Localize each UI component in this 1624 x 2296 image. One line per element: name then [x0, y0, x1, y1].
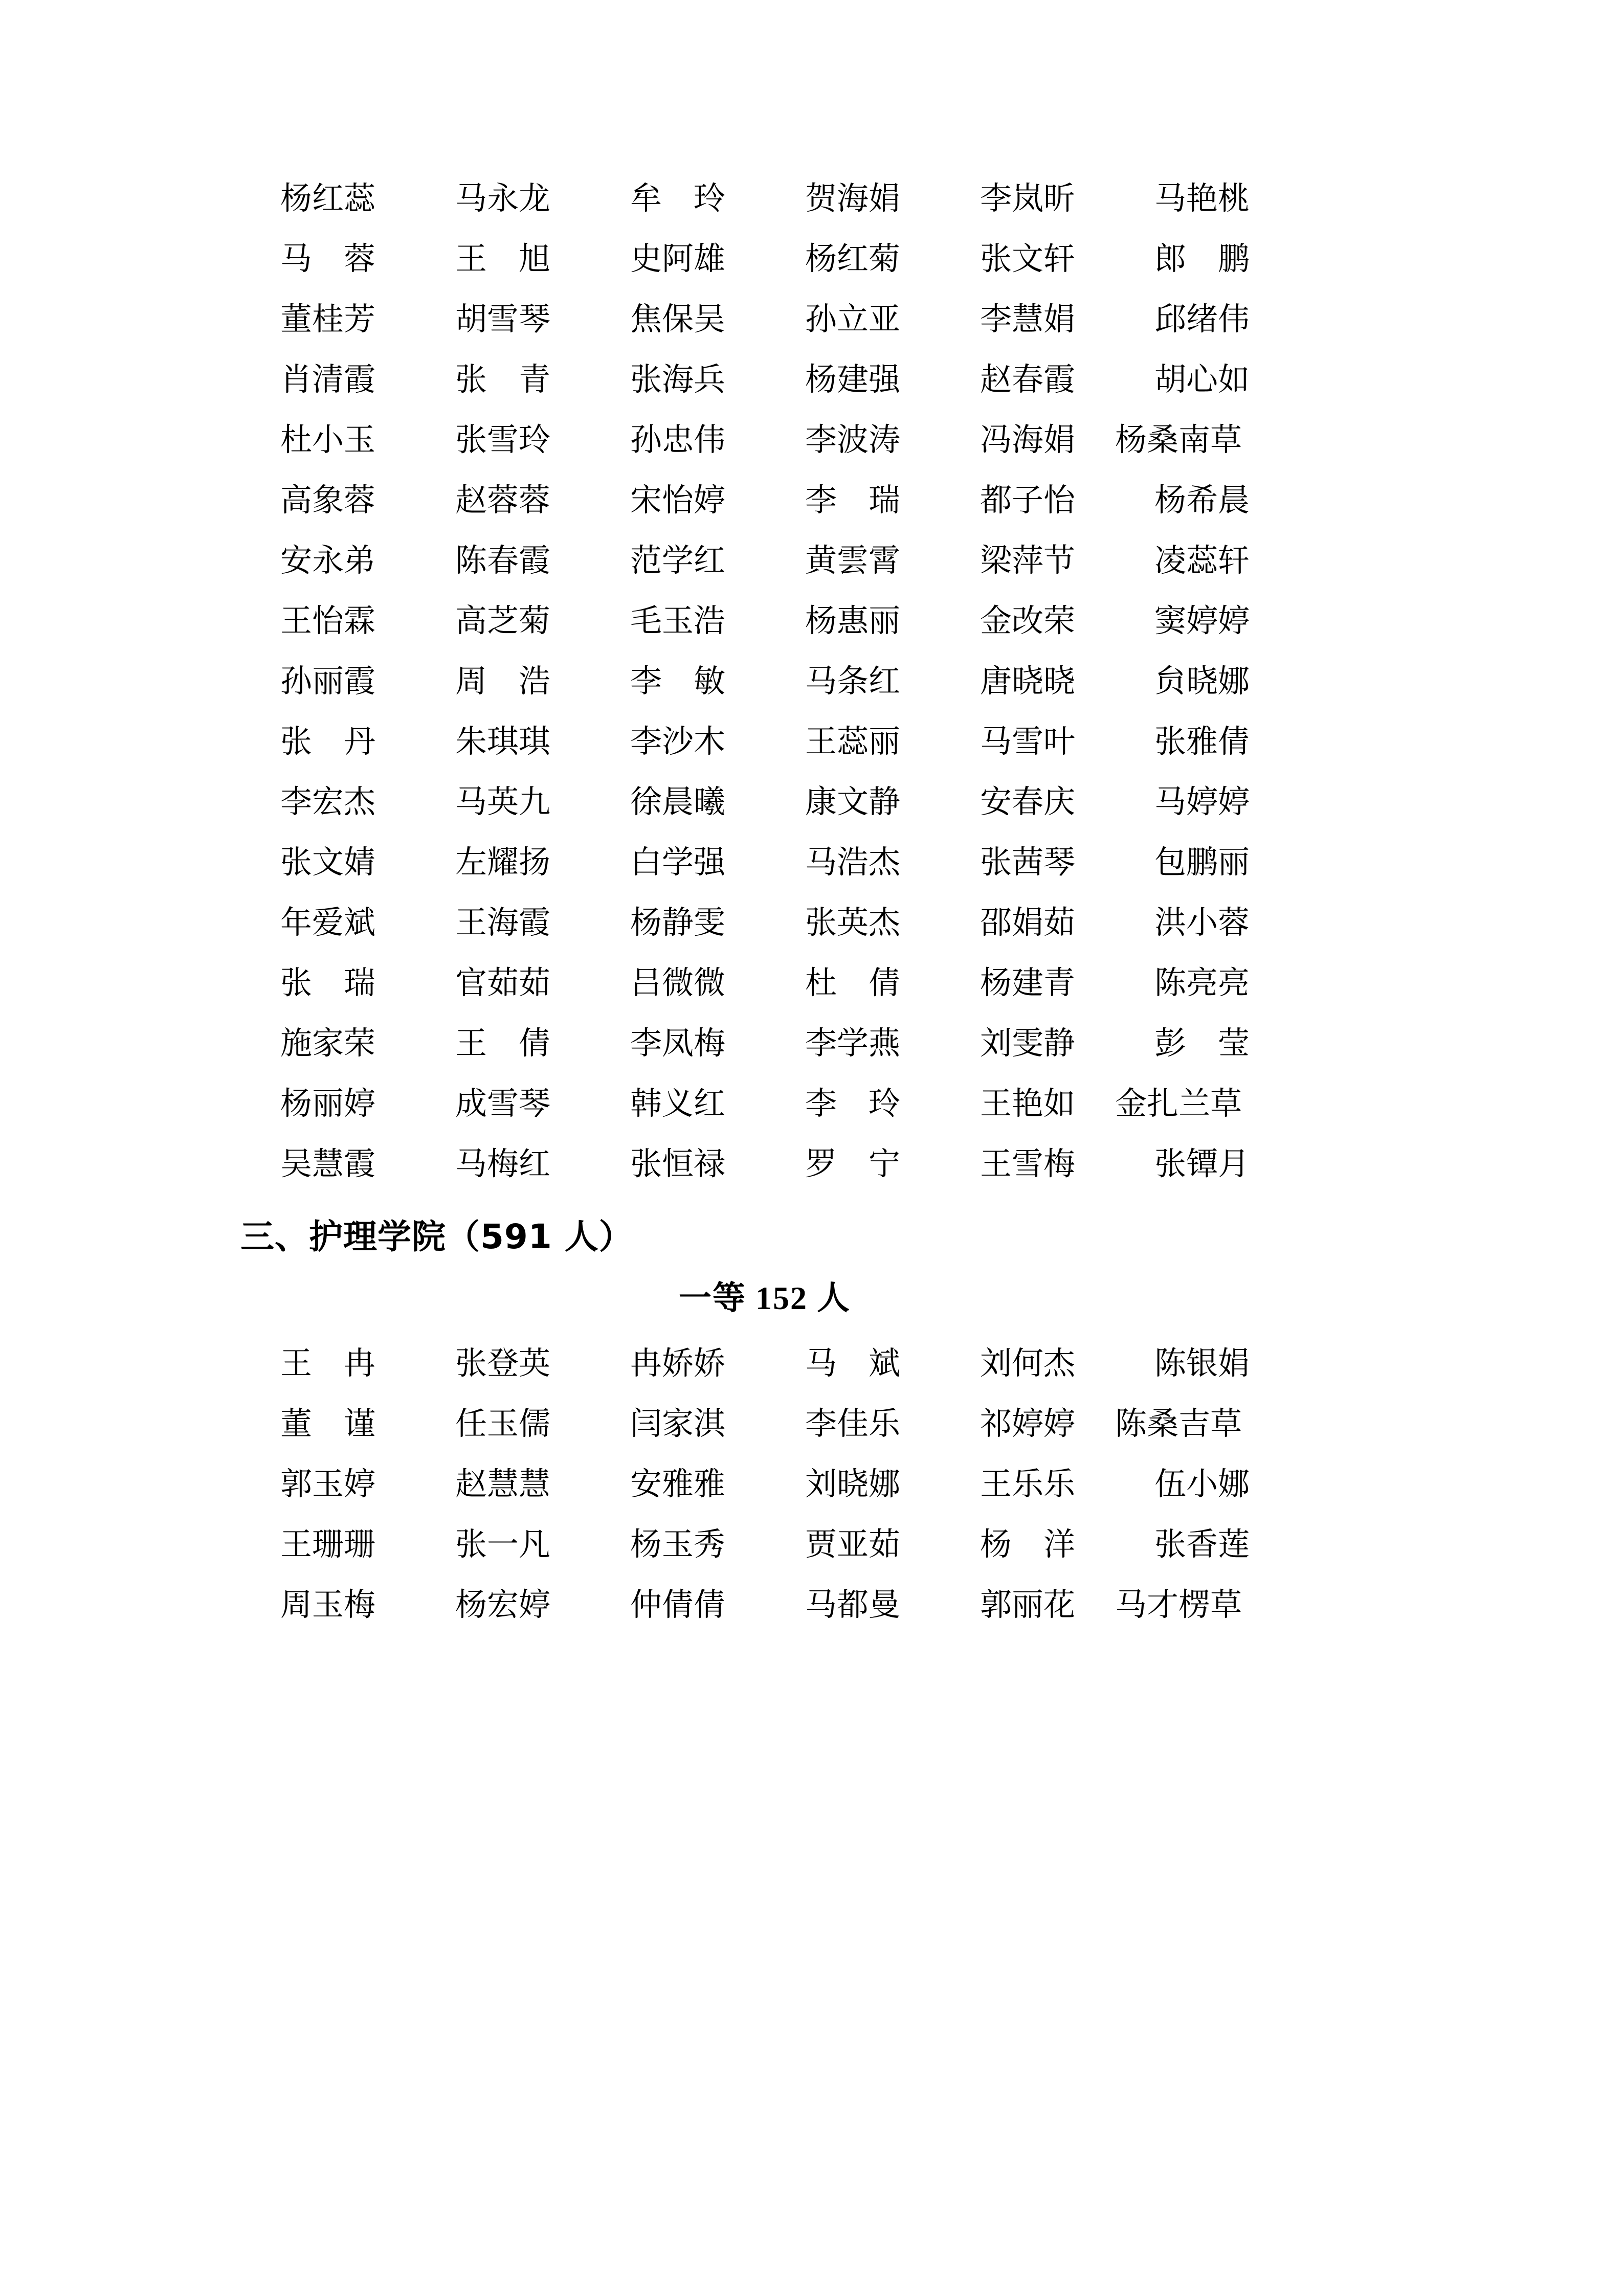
name-cell: 张镡月 [1154, 1147, 1250, 1182]
name-cell: 李波涛 [805, 423, 900, 458]
name-cell: 张茜琴 [980, 845, 1075, 880]
name-cell: 仲倩倩 [630, 1588, 725, 1623]
table-row [240, 651, 1289, 712]
name-cell: 李 玲 [805, 1087, 900, 1121]
name-cell: 李岚昕 [980, 182, 1075, 216]
name-cell: 李宏杰 [280, 785, 375, 820]
name-cell: 陈春霞 [455, 544, 550, 578]
rank-heading-first-class: 一等 152 人 [679, 1280, 851, 1316]
table-row [240, 591, 1289, 651]
name-cell: 高象蓉 [280, 483, 375, 518]
name-cell: 张 瑞 [280, 966, 375, 1001]
name-cell: 李佳乐 [805, 1407, 900, 1442]
name-cell: 冯海娟 [980, 423, 1075, 458]
name-cell: 张英杰 [805, 906, 900, 940]
name-cell: 杨宏婷 [455, 1588, 550, 1623]
name-cell: 刘雯静 [980, 1026, 1075, 1061]
name-cell: 郎 鹏 [1154, 242, 1250, 277]
name-cell: 罗 宁 [805, 1147, 900, 1182]
name-cell: 杨 洋 [980, 1527, 1075, 1562]
name-cell: 杨丽婷 [280, 1087, 375, 1121]
name-cell: 宋怡婷 [630, 483, 725, 518]
name-cell: 左耀扬 [455, 845, 550, 880]
name-cell: 董桂芳 [280, 302, 375, 337]
name-cell: 陈亮亮 [1154, 966, 1250, 1001]
name-cell: 杨静雯 [630, 906, 725, 940]
name-cell: 金改荣 [980, 604, 1075, 639]
name-cell: 马艳桃 [1154, 182, 1250, 216]
name-cell: 毛玉浩 [630, 604, 725, 639]
name-cell: 安雅雅 [630, 1467, 725, 1502]
name-cell: 马条红 [805, 664, 900, 699]
table-row [240, 772, 1289, 832]
name-cell: 朱琪琪 [455, 725, 550, 759]
name-cell: 史阿雄 [630, 242, 725, 277]
name-cell: 胡心如 [1154, 363, 1250, 397]
name-cell: 范学红 [630, 544, 725, 578]
table-row [240, 712, 1289, 772]
name-cell: 施家荣 [280, 1026, 375, 1061]
name-cell: 王蕊丽 [805, 725, 900, 759]
name-cell: 康文静 [805, 785, 900, 820]
name-list-block-top [240, 169, 1471, 1195]
table-row [240, 289, 1289, 350]
table-row [240, 169, 1289, 229]
table-row [240, 1575, 1289, 1635]
table-row [240, 1074, 1289, 1134]
table-row [240, 953, 1289, 1014]
name-cell: 肖清霞 [280, 363, 375, 397]
name-table-top [240, 169, 1289, 1195]
name-cell: 梁萍节 [980, 544, 1075, 578]
name-cell: 张 青 [455, 363, 550, 397]
name-cell: 王雪梅 [980, 1147, 1075, 1182]
table-row [240, 410, 1289, 470]
name-cell: 孙忠伟 [630, 423, 725, 458]
name-cell: 闫家淇 [630, 1407, 725, 1442]
name-cell: 张海兵 [630, 363, 725, 397]
table-row [240, 1014, 1289, 1074]
name-cell: 任玉儒 [455, 1407, 550, 1442]
name-cell: 洪小蓉 [1154, 906, 1250, 940]
table-row [240, 229, 1289, 289]
name-cell: 杨玉秀 [630, 1527, 725, 1562]
name-cell: 赵春霞 [980, 363, 1075, 397]
name-cell: 贠晓娜 [1154, 664, 1250, 699]
name-cell: 杨桑南草 [1115, 423, 1242, 458]
name-cell: 马婷婷 [1154, 785, 1250, 820]
name-table-bottom [240, 1334, 1289, 1635]
table-row [240, 350, 1289, 410]
name-cell: 王 倩 [455, 1026, 550, 1061]
table-row [240, 1134, 1289, 1195]
name-cell: 杨建强 [805, 363, 900, 397]
name-cell: 张香莲 [1154, 1527, 1250, 1562]
table-row [240, 832, 1289, 893]
name-cell: 张登英 [455, 1346, 550, 1381]
name-cell: 焦保吴 [630, 302, 725, 337]
name-cell: 王 冉 [280, 1346, 375, 1381]
table-row [240, 893, 1289, 953]
name-cell: 马才楞草 [1115, 1588, 1242, 1623]
name-cell: 牟 玲 [630, 182, 725, 216]
name-cell: 都子怡 [980, 483, 1075, 518]
name-cell: 李凤梅 [630, 1026, 725, 1061]
name-cell: 杨红菊 [805, 242, 900, 277]
name-cell: 官茹茹 [455, 966, 550, 1001]
name-cell: 窦婷婷 [1154, 604, 1250, 639]
name-cell: 杨建青 [980, 966, 1075, 1001]
name-cell: 郭玉婷 [280, 1467, 375, 1502]
name-cell: 祁婷婷 [980, 1407, 1075, 1442]
name-cell: 伍小娜 [1154, 1467, 1250, 1502]
table-row [240, 470, 1289, 531]
name-cell: 刘何杰 [980, 1346, 1075, 1381]
name-cell: 董 谨 [280, 1407, 375, 1442]
name-cell: 杨红蕊 [280, 182, 375, 216]
name-cell: 王艳如 [980, 1087, 1075, 1121]
name-cell: 王珊珊 [280, 1527, 375, 1562]
name-cell: 凌蕊轩 [1154, 544, 1250, 578]
name-cell: 张恒禄 [630, 1147, 725, 1182]
name-cell: 杜 倩 [805, 966, 900, 1001]
table-row [240, 531, 1289, 591]
name-cell: 马永龙 [455, 182, 550, 216]
name-cell: 包鹏丽 [1154, 845, 1250, 880]
name-cell: 韩义红 [630, 1087, 725, 1121]
name-cell: 黄雲霄 [805, 544, 900, 578]
table-row [240, 1515, 1289, 1575]
name-cell: 成雪琴 [455, 1087, 550, 1121]
table-row [240, 1394, 1289, 1454]
name-cell: 张文婧 [280, 845, 375, 880]
name-list-block-bottom [240, 1334, 1471, 1635]
name-cell: 张雅倩 [1154, 725, 1250, 759]
name-cell: 冉娇娇 [630, 1346, 725, 1381]
name-cell: 张一凡 [455, 1527, 550, 1562]
name-cell: 孙丽霞 [280, 664, 375, 699]
name-cell: 高芝菊 [455, 604, 550, 639]
name-cell: 杨惠丽 [805, 604, 900, 639]
name-cell: 金扎兰草 [1115, 1087, 1242, 1121]
name-cell: 刘晓娜 [805, 1467, 900, 1502]
name-cell: 年爱斌 [280, 906, 375, 940]
name-cell: 王海霞 [455, 906, 550, 940]
name-cell: 张 丹 [280, 725, 375, 759]
name-cell: 吕微微 [630, 966, 725, 1001]
name-cell: 周玉梅 [280, 1588, 375, 1623]
name-cell: 彭 莹 [1154, 1026, 1250, 1061]
name-cell: 马雪叶 [980, 725, 1075, 759]
name-cell: 王 旭 [455, 242, 550, 277]
name-cell: 李 敏 [630, 664, 725, 699]
name-cell: 贺海娟 [805, 182, 900, 216]
name-cell: 马梅红 [455, 1147, 550, 1182]
name-cell: 马 蓉 [280, 242, 375, 277]
name-cell: 李沙木 [630, 725, 725, 759]
name-cell: 胡雪琴 [455, 302, 550, 337]
name-cell: 李慧娟 [980, 302, 1075, 337]
name-cell: 吴慧霞 [280, 1147, 375, 1182]
name-cell: 郭丽花 [980, 1588, 1075, 1623]
name-cell: 马都曼 [805, 1588, 900, 1623]
table-row [240, 1334, 1289, 1394]
name-cell: 贾亚茹 [805, 1527, 900, 1562]
name-cell: 赵蓉蓉 [455, 483, 550, 518]
section-heading-nursing-college: 三、护理学院（591 人） [240, 1217, 633, 1256]
name-cell: 陈银娟 [1154, 1346, 1250, 1381]
name-cell: 李学燕 [805, 1026, 900, 1061]
name-cell: 张文轩 [980, 242, 1075, 277]
name-cell: 唐晓晓 [980, 664, 1075, 699]
name-cell: 安春庆 [980, 785, 1075, 820]
name-cell: 白学强 [630, 845, 725, 880]
name-cell: 杜小玉 [280, 423, 375, 458]
name-cell: 李 瑞 [805, 483, 900, 518]
name-cell: 邱绪伟 [1154, 302, 1250, 337]
name-cell: 赵慧慧 [455, 1467, 550, 1502]
name-cell: 周 浩 [455, 664, 550, 699]
name-cell: 王乐乐 [980, 1467, 1075, 1502]
name-cell: 陈桑吉草 [1115, 1407, 1242, 1442]
name-cell: 邵娟茹 [980, 906, 1075, 940]
name-cell: 徐晨曦 [630, 785, 725, 820]
name-cell: 王怡霖 [280, 604, 375, 639]
name-cell: 马英九 [455, 785, 550, 820]
name-cell: 安永弟 [280, 544, 375, 578]
name-cell: 马浩杰 [805, 845, 900, 880]
name-cell: 马 斌 [805, 1346, 900, 1381]
table-row [240, 1454, 1289, 1515]
name-cell: 杨希晨 [1154, 483, 1250, 518]
name-cell: 张雪玲 [455, 423, 550, 458]
name-cell: 孙立亚 [805, 302, 900, 337]
